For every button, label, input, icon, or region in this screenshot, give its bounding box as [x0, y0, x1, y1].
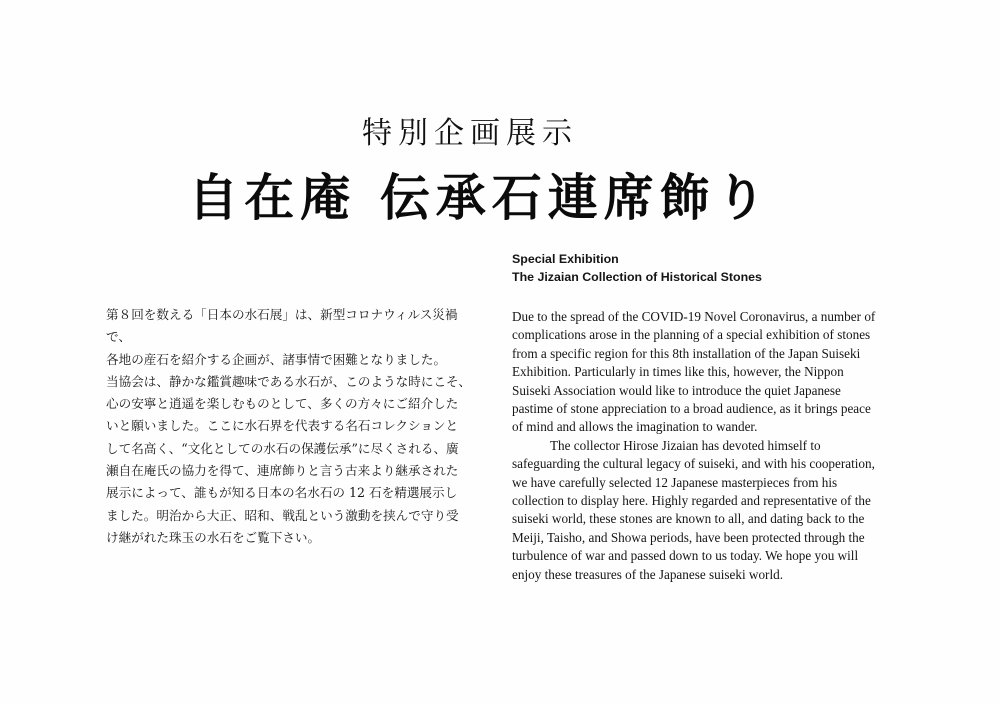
en-line: suiseki world, these stones are known to all, and dating back to the — [512, 511, 865, 527]
jp-line: け継がれた珠玉の水石をご覧下さい。 — [106, 529, 321, 545]
jp-line: 各地の産石を紹介する企画が、諸事情で困難となりました。 — [106, 351, 447, 367]
english-section — [512, 250, 892, 584]
jp-line: 当協会は、静かな鑑賞趣味である水石が、このような時にこそ、 — [106, 373, 471, 389]
en-line: enjoy these treasures of the Japanese suiseki world. — [512, 566, 783, 582]
en-line: pastime of stone appreciation to a broad audience, as it brings peace — [512, 401, 871, 417]
english-heading-line: Special Exhibition — [512, 252, 619, 266]
en-line: we have carefully selected 12 Japanese masterpieces from his — [512, 474, 838, 490]
jp-line: 心の安寧と逍遥を楽しむものとして、多くの方々にご紹介した — [106, 396, 459, 412]
en-line: Exhibition. Particularly in times like this, however, the Nippon — [512, 364, 844, 380]
en-line: Meiji, Taisho, and Showa periods, have been protected through the — [512, 529, 865, 545]
japanese-title: 自在庵 伝承石連席飾り — [188, 168, 772, 227]
en-line: The collector Hirose Jizaian has devoted himself to — [550, 437, 821, 453]
en-line: of mind and allows the imagination to wander. — [512, 419, 758, 435]
en-line: turbulence of war and passed down to us today. We hope you will — [512, 548, 859, 564]
en-line: safeguarding the cultural legacy of suiseki, and with his cooperation, — [512, 456, 875, 472]
en-line: collection to display here. Highly regarded and representative of the — [512, 493, 871, 509]
jp-line: ました。明治から大正、昭和、戦乱という激動を挟んで守り受 — [106, 507, 459, 523]
en-line: Suiseki Association would like to introduce the quiet Japanese — [512, 382, 841, 398]
english-description — [512, 308, 892, 584]
japanese-description — [106, 304, 478, 549]
en-line: Due to the spread of the COVID-19 Novel Coronavirus, a number of — [512, 309, 876, 324]
en-line: complications arose in the planning of a special exhibition of stones — [512, 327, 871, 343]
english-heading-line: The Jizaian Collection of Historical Stones — [512, 270, 762, 284]
jp-line: 瀬自在庵氏の協力を得て、連席飾りと言う古来より継承された — [106, 463, 459, 479]
en-line: from a specific region for this 8th installation of the Japan Suiseki — [512, 345, 861, 361]
jp-line: いと願いました。ここに水石界を代表する名石コレクションと — [106, 418, 459, 434]
jp-line: して名高く、“文化としての水石の保護伝承”に尽くされる、廣 — [106, 440, 459, 456]
japanese-subtitle: 特別企画展示 — [362, 116, 578, 151]
jp-line: 展示によって、誰もが知る日本の名水石の 12 石を精選展示し — [106, 485, 458, 501]
jp-line: 第８回を数える「日本の水石展」は、新型コロナウィルス災禍で、 — [106, 307, 458, 345]
english-heading — [512, 250, 892, 286]
